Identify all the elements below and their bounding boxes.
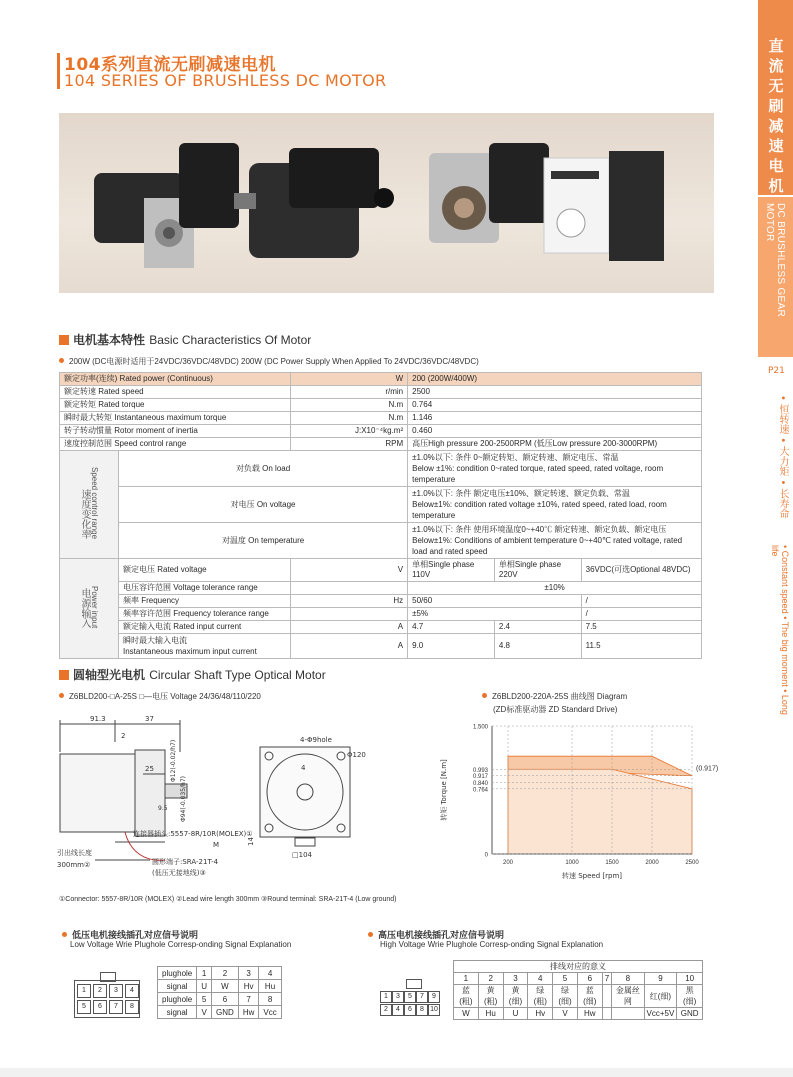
connector-pin: 6 bbox=[93, 1000, 107, 1014]
table-cell: 8 bbox=[612, 973, 644, 985]
dim-holes: 4-Φ9hole bbox=[300, 736, 332, 744]
table-cell: 黑(细) bbox=[677, 985, 703, 1008]
dim-phi120: Φ120 bbox=[347, 751, 366, 759]
table-cell: Hw bbox=[577, 1008, 602, 1020]
table-cell: 2 bbox=[478, 973, 503, 985]
high-voltage-heading: 高压电机接线插孔对应信号说明 bbox=[368, 928, 504, 941]
low-voltage-heading: 低压电机接线插孔对应信号说明 bbox=[62, 928, 198, 941]
table-row: 瞬时最大转矩 Instantaneous maximum torque N.m 1.146 bbox=[60, 412, 702, 425]
chart-x-tick: 1000 bbox=[565, 860, 579, 866]
spec-table bbox=[59, 372, 702, 659]
table-row: 额定转速 Rated speed r/min 2500 bbox=[60, 386, 702, 399]
connector-pin: 8 bbox=[416, 1004, 428, 1016]
table-cell bbox=[602, 985, 611, 1008]
connector-pin: 7 bbox=[416, 991, 428, 1003]
table-cell: V bbox=[553, 1008, 578, 1020]
table-cell: 4 bbox=[528, 973, 553, 985]
bullet-dot bbox=[59, 358, 64, 363]
speed-group-label: 速度变化率Speed control range bbox=[60, 451, 119, 559]
connector-pin: 3 bbox=[109, 984, 123, 998]
chart-y-tick: 0.993 bbox=[472, 767, 488, 774]
product-photo bbox=[59, 113, 714, 293]
table-cell: U bbox=[503, 1008, 528, 1020]
table-row: plughole 5 6 7 8 bbox=[158, 993, 282, 1006]
dim-9-5: 9.5 bbox=[158, 805, 168, 812]
dim-phi12: Φ12(-0.02/h7) bbox=[170, 739, 177, 782]
sidebar-title-en: DC BRUSHLESS GEAR MOTOR bbox=[764, 203, 786, 318]
table-cell: W bbox=[454, 1008, 479, 1020]
sidebar-features-en: • Constant speed • The big moment • Long life bbox=[770, 545, 790, 715]
title-accent-bar bbox=[57, 53, 60, 89]
table-cell: 3 bbox=[503, 973, 528, 985]
connector-pin: 10 bbox=[428, 1004, 440, 1016]
table-cell: 绿(细) bbox=[553, 985, 578, 1008]
power-supply-note: 200W (DC电源时适用于24VDC/36VDC/48VDC) 200W (DC Power Supply When Applied To 24VDC/36VDC/48VDC) bbox=[59, 356, 479, 367]
dim-25: 25 bbox=[145, 765, 154, 773]
table-row: 频率容许范围 Frequency tolerance range ±5% / bbox=[60, 608, 702, 621]
high-voltage-connector bbox=[380, 979, 448, 1019]
low-voltage-connector bbox=[72, 972, 142, 1018]
bullet-dot bbox=[482, 693, 487, 698]
high-voltage-pin-table bbox=[453, 960, 703, 1020]
dim-14: 14 bbox=[247, 837, 255, 846]
high-voltage-subheading: High Voltage Wrie Plughole Corresp-onding Signal Explanation bbox=[380, 940, 604, 949]
table-cell: 蓝(粗) bbox=[454, 985, 479, 1008]
connector-pin: 7 bbox=[109, 1000, 123, 1014]
chart-y-label: 转矩 Torque [N.m] bbox=[440, 759, 448, 821]
page-footer-band bbox=[0, 1068, 793, 1077]
connector-pin: 8 bbox=[125, 1000, 139, 1014]
chart-x-tick: 2000 bbox=[645, 860, 659, 866]
chart-x-label: 转速 Speed [rpm] bbox=[562, 872, 622, 880]
table-cell bbox=[602, 1008, 611, 1020]
section-marker bbox=[59, 335, 69, 345]
lead-length-label: 引出线长度 bbox=[57, 849, 92, 857]
driver-image bbox=[544, 151, 664, 261]
connector-pin: 4 bbox=[125, 984, 139, 998]
table-cell: 蓝(细) bbox=[577, 985, 602, 1008]
table-row bbox=[454, 985, 703, 1008]
model-voltage-note: Z6BLD200-□A-25S □—电压 Voltage 24/36/48/110/220 bbox=[59, 691, 261, 702]
motor-illustrations bbox=[59, 113, 714, 293]
terminal-label: 圆形端子:SRA-21T-4 bbox=[152, 858, 219, 866]
table-cell: 1 bbox=[454, 973, 479, 985]
table-cell: 红(细) bbox=[644, 985, 677, 1008]
table-row: signal U W Hv Hu bbox=[158, 980, 282, 993]
table-cell: 金属丝网 bbox=[612, 985, 644, 1008]
chart-area-1 bbox=[508, 769, 692, 854]
low-voltage-pin-table bbox=[157, 966, 282, 1019]
motor-dimension-drawing bbox=[55, 712, 425, 892]
connector-label: 连接器插头:5557-8R/10R(MOLEX)① bbox=[133, 830, 253, 838]
connector-pin: 2 bbox=[380, 1004, 392, 1016]
table-cell bbox=[612, 1008, 644, 1020]
sidebar-title-cn: 直流无刷减速电机 bbox=[768, 37, 784, 195]
dim-length-shaft: 37 bbox=[145, 715, 154, 723]
table-row bbox=[454, 1008, 703, 1020]
connector-pin: 6 bbox=[404, 1004, 416, 1016]
table-row: plughole 1 2 3 4 bbox=[158, 967, 282, 980]
dim-2: 2 bbox=[121, 732, 126, 740]
sidebar-features-cn: • 恒转速 • 大力矩 • 长寿命 bbox=[777, 395, 788, 519]
table-row: 电源输入Power input 额定电压 Rated voltage V 单相Single phase 110V 单相Single phase 220V 36VDC(可选Optional 48VDC) bbox=[60, 559, 702, 582]
table-row: 速度变化率Speed control range 对负载 On load ±1.0%以下: 条件 0~额定转矩、额定转速、额定电压、常温 Below ±1%: condition 0~rated torque, rated speed, rated voltage, room temperature bbox=[60, 451, 702, 487]
connector-pin: 4 bbox=[392, 1004, 404, 1016]
connector-pin: 5 bbox=[404, 991, 416, 1003]
low-voltage-subheading: Low Voltage Wrie Plughole Corresp-onding Signal Explanation bbox=[70, 940, 292, 949]
chart-side-label: (0.917) bbox=[696, 765, 719, 773]
chart-y-tick: 0.917 bbox=[472, 774, 488, 781]
table-cell: 黄(细) bbox=[503, 985, 528, 1008]
table-cell: Hv bbox=[528, 1008, 553, 1020]
motor-3-image bbox=[429, 143, 549, 243]
dim-length-total: 91.3 bbox=[90, 715, 106, 723]
curve-title: Z6BLD200-220A-25S 曲线图 Diagram bbox=[482, 691, 627, 702]
chart-x-tick: 200 bbox=[502, 860, 514, 866]
table-row: 频率 Frequency Hz 50/60 / bbox=[60, 595, 702, 608]
table-row: 瞬时最大输入电流 Instantaneous maximum input current A 9.0 4.8 11.5 bbox=[60, 634, 702, 659]
table-row: 对电压 On voltage ±1.0%以下: 条件 额定电压±10%、额定转速、额定负载、常温 Below±1%: condition rated voltage ±10%, rated speed, rated load, room temperature bbox=[60, 487, 702, 523]
label-m: M bbox=[213, 841, 220, 849]
table-row bbox=[454, 973, 703, 985]
table-cell: 10 bbox=[677, 973, 703, 985]
page-title-cn: 104系列直流无刷减速电机 bbox=[64, 55, 276, 75]
drawing-notes: ①Connector: 5557-8R/10R (MOLEX) ②Lead wire length 300mm ③Round terminal: SRA-21T-4 (Low ground) bbox=[59, 896, 397, 903]
section-circular-shaft-motor: 圆轴型光电机 Circular Shaft Type Optical Motor bbox=[59, 666, 326, 683]
page-title-en: 104 SERIES OF BRUSHLESS DC MOTOR bbox=[64, 71, 387, 90]
motor-2-image bbox=[234, 148, 394, 258]
chart-y-tick: 1.500 bbox=[472, 724, 488, 731]
front-view bbox=[260, 747, 350, 846]
bullet-dot bbox=[368, 932, 373, 937]
chart-x-tick: 1500 bbox=[605, 860, 619, 866]
table-cell: 绿(粗) bbox=[528, 985, 553, 1008]
connector-pin: 3 bbox=[392, 991, 404, 1003]
section-marker bbox=[59, 670, 69, 680]
chart-y-tick: 0.840 bbox=[472, 780, 488, 787]
table-row: 电压容许范围 Voltage tolerance range ±10% bbox=[60, 582, 702, 595]
dim-4: 4 bbox=[301, 764, 306, 772]
chart-x-tick: 2500 bbox=[685, 860, 699, 866]
table-cell: Vcc+5V bbox=[644, 1008, 677, 1020]
table-cell: 黄(粗) bbox=[478, 985, 503, 1008]
table-cell: 5 bbox=[553, 973, 578, 985]
bullet-dot bbox=[59, 693, 64, 698]
lead-length-value: 300mm② bbox=[57, 861, 91, 869]
chart-y-tick: 0.764 bbox=[472, 787, 488, 794]
table-row: signal V GND Hw Vcc bbox=[158, 1006, 282, 1019]
section-basic-characteristics: 电机基本特性 Basic Characteristics Of Motor bbox=[59, 331, 311, 348]
table-cell: GND bbox=[677, 1008, 703, 1020]
table-cell: 9 bbox=[644, 973, 677, 985]
page-number: P21 bbox=[768, 366, 785, 376]
dim-square-104: □104 bbox=[292, 851, 312, 859]
table-row: 速度控制范围 Speed control range RPM 高压High pressure 200-2500RPM (低压Low pressure 200-3000RPM) bbox=[60, 438, 702, 451]
connector-pin: 1 bbox=[380, 991, 392, 1003]
connector-pin: 9 bbox=[428, 991, 440, 1003]
table-row: 额定输入电流 Rated input current A 4.7 2.4 7.5 bbox=[60, 621, 702, 634]
chart-y-tick: 0 bbox=[484, 852, 488, 859]
motor-1-image bbox=[94, 143, 239, 268]
connector-pin: 1 bbox=[77, 984, 91, 998]
table-row: 对温度 On temperature ±1.0%以下: 条件 使用环境温度0~+40℃ 额定转速、额定负载、额定电压 Below±1%: Conditions of ambient temperature 0~+40℃ rated voltage, rated load and rated speed bbox=[60, 523, 702, 559]
table-row: 额定转矩 Rated torque N.m 0.764 bbox=[60, 399, 702, 412]
table-row: 额定功率(连续) Rated power (Continuous) W 200 (200W/400W) bbox=[60, 373, 702, 386]
connector-pin: 2 bbox=[93, 984, 107, 998]
table-cell: 6 bbox=[577, 973, 602, 985]
table-cell: 7 bbox=[602, 973, 611, 985]
connector-pin: 5 bbox=[77, 1000, 91, 1014]
bullet-dot bbox=[62, 932, 67, 937]
table-cell: Hu bbox=[478, 1008, 503, 1020]
table-row: 排线对应的意义 bbox=[454, 961, 703, 973]
curve-subtitle: (ZD标准驱动器 ZD Standard Drive) bbox=[493, 705, 618, 714]
table-row: 转子转动惯量 Rotor moment of inertia J:X10⁻⁴kg.m² 0.460 bbox=[60, 425, 702, 438]
power-group-label: 电源输入Power input bbox=[60, 559, 119, 659]
terminal-note: (低压无接地线)③ bbox=[152, 869, 206, 877]
torque-speed-chart bbox=[432, 718, 722, 890]
dim-phi94: Φ94(-0.035/h7) bbox=[180, 775, 187, 822]
